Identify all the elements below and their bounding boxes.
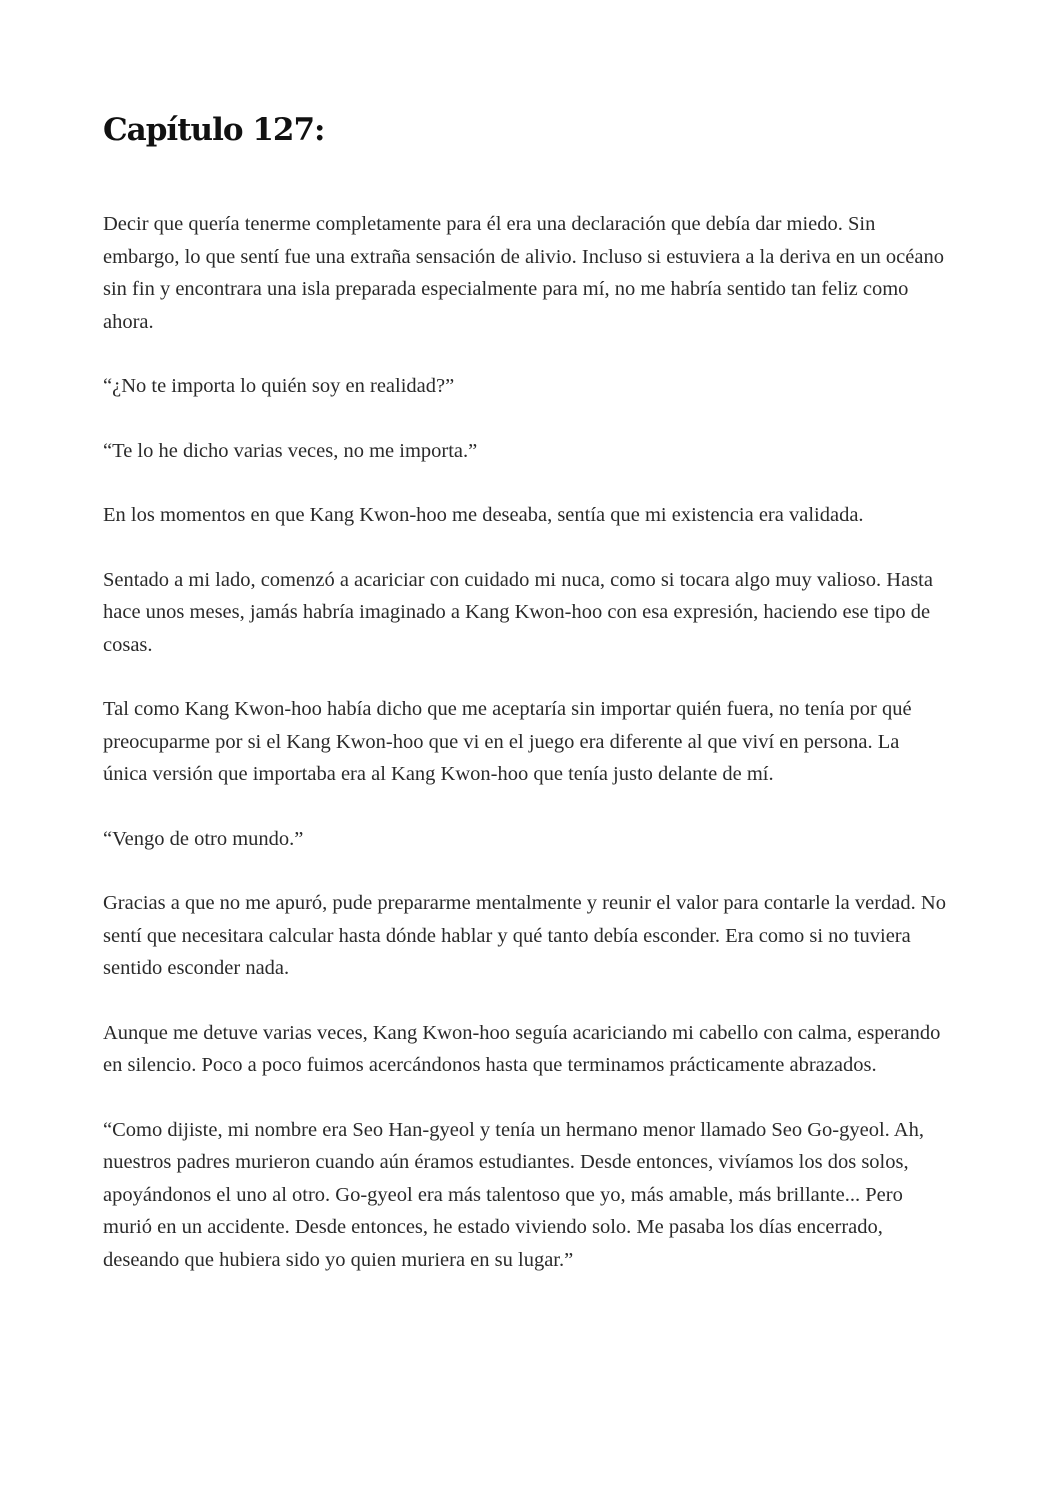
paragraph: Sentado a mi lado, comenzó a acariciar con cuidado mi nuca, como si tocara algo muy valioso. Hasta hace unos meses, jamás habría imaginado a Kang Kwon-hoo con esa expresión, haciendo ese tipo de cosas. [103, 568, 933, 656]
paragraph: “Como dijiste, mi nombre era Seo Han-gyeol y tenía un hermano menor llamado Seo Go-gyeol. Ah, nuestros padres murieron cuando aún éramos estudiantes. Desde entonces, vivíamos los dos solos, apoyándonos el uno al otro. Go-gyeol era más talentoso que yo, más amable, más brillante... Pero murió en un accidente. Desde entonces, he estado viviendo solo. Me pasaba los días encerrado, deseando que hubiera sido yo quien muriera en su lugar.” [103, 1118, 924, 1271]
paragraph: “Te lo he dicho varias veces, no me importa.” [103, 439, 478, 462]
paragraph: “¿No te importa lo quién soy en realidad?” [103, 375, 455, 397]
paragraph: Decir que quería tenerme completamente para él era una declaración que debía dar miedo. Sin embargo, lo que sentí fue una extraña sensación de alivio. Incluso si estuviera a la deriva en un océano sin fin y encontrara una isla preparada especialmente para mí, no me habría sentido tan feliz como ahora. [103, 213, 944, 333]
chapter-body [103, 208, 948, 1276]
paragraph: Aunque me detuve varias veces, Kang Kwon-hoo seguía acariciando mi cabello con calma, esperando en silencio. Poco a poco fuimos acercándonos hasta que terminamos prácticamente abrazados. [103, 1021, 941, 1076]
paragraph: Tal como Kang Kwon-hoo había dicho que me aceptaría sin importar quién fuera, no tenía por qué preocuparme por si el Kang Kwon-hoo que vi en el juego era diferente al que viví en persona. La única versión que importaba era al Kang Kwon-hoo que tenía justo delante de mí. [103, 698, 912, 785]
chapter-title: Capítulo 127: [103, 112, 325, 148]
document-page [103, 104, 948, 1308]
paragraph: Gracias a que no me apuró, pude prepararme mentalmente y reunir el valor para contarle la verdad. No sentí que necesitara calcular hasta dónde hablar y qué tanto debía esconder. Era como si no tuviera sentido esconder nada. [103, 892, 946, 979]
paragraph: En los momentos en que Kang Kwon-hoo me deseaba, sentía que mi existencia era validada. [103, 504, 864, 526]
paragraph: “Vengo de otro mundo.” [103, 827, 304, 850]
